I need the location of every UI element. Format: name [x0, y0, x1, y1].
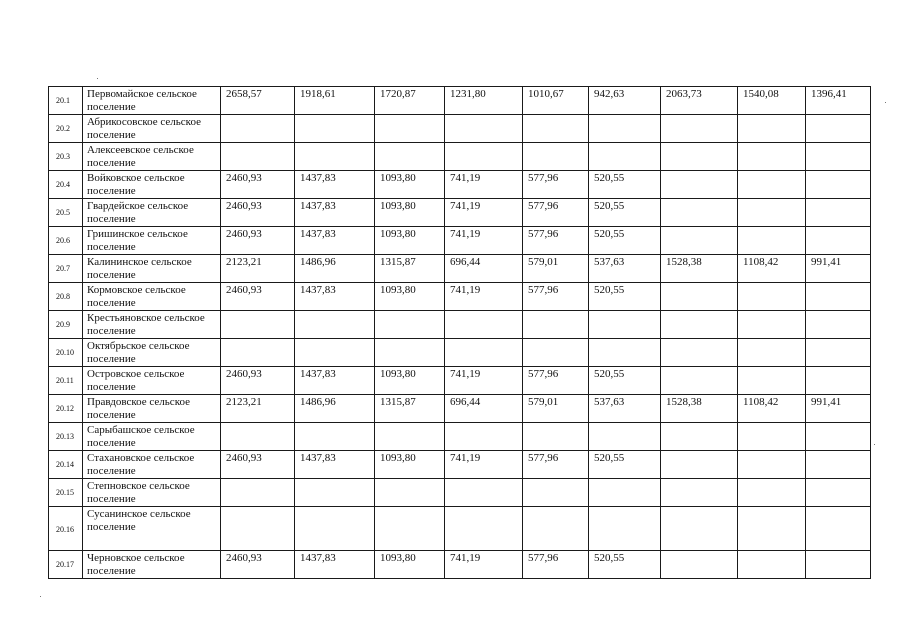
tariff-table	[48, 86, 871, 579]
value-cell	[661, 451, 738, 479]
value-cell	[806, 451, 871, 479]
value-cell: 520,55	[589, 199, 661, 227]
value-cell	[445, 311, 523, 339]
value-cell	[523, 479, 589, 507]
value-cell	[738, 367, 806, 395]
table-row	[49, 423, 871, 451]
value-cell	[738, 171, 806, 199]
value-cell	[221, 507, 295, 551]
value-cell: 991,41	[806, 255, 871, 283]
value-cell	[738, 507, 806, 551]
value-cell: 1093,80	[375, 171, 445, 199]
value-cell	[375, 143, 445, 171]
value-cell	[806, 171, 871, 199]
value-cell	[445, 143, 523, 171]
value-cell	[589, 423, 661, 451]
value-cell: 577,96	[523, 227, 589, 255]
value-cell	[295, 311, 375, 339]
settlement-name-cell: Черновское сельское поселение	[83, 551, 221, 579]
value-cell: 741,19	[445, 451, 523, 479]
value-cell: 1437,83	[295, 451, 375, 479]
value-cell	[375, 479, 445, 507]
value-cell	[375, 115, 445, 143]
value-cell: 741,19	[445, 199, 523, 227]
table-row	[49, 311, 871, 339]
table-body	[49, 87, 871, 579]
value-cell	[806, 339, 871, 367]
table-row	[49, 199, 871, 227]
value-cell	[523, 507, 589, 551]
value-cell	[523, 423, 589, 451]
value-cell	[806, 367, 871, 395]
settlement-name-cell: Сарыбашское сельское поселение	[83, 423, 221, 451]
value-cell	[806, 479, 871, 507]
row-number-cell: 20.14	[49, 451, 83, 479]
value-cell	[589, 115, 661, 143]
row-number-cell: 20.9	[49, 311, 83, 339]
value-cell: 2658,57	[221, 87, 295, 115]
value-cell: 577,96	[523, 551, 589, 579]
value-cell: 1093,80	[375, 199, 445, 227]
value-cell: 1093,80	[375, 367, 445, 395]
value-cell: 1093,80	[375, 451, 445, 479]
row-number-cell: 20.16	[49, 507, 83, 551]
value-cell: 1437,83	[295, 227, 375, 255]
value-cell: 1437,83	[295, 367, 375, 395]
value-cell: 696,44	[445, 255, 523, 283]
value-cell: 2460,93	[221, 227, 295, 255]
value-cell	[295, 479, 375, 507]
value-cell: 1093,80	[375, 227, 445, 255]
value-cell	[661, 199, 738, 227]
value-cell	[738, 339, 806, 367]
value-cell	[295, 143, 375, 171]
value-cell: 537,63	[589, 395, 661, 423]
value-cell	[221, 115, 295, 143]
value-cell: 577,96	[523, 171, 589, 199]
value-cell	[589, 143, 661, 171]
value-cell	[738, 311, 806, 339]
table-row	[49, 143, 871, 171]
settlement-name-cell: Степновское сельское поселение	[83, 479, 221, 507]
settlement-name-cell: Алексеевское сельское поселение	[83, 143, 221, 171]
value-cell	[221, 479, 295, 507]
value-cell: 520,55	[589, 283, 661, 311]
value-cell: 2123,21	[221, 255, 295, 283]
value-cell: 1315,87	[375, 255, 445, 283]
value-cell	[806, 551, 871, 579]
value-cell	[738, 423, 806, 451]
scan-speck	[40, 596, 41, 597]
value-cell	[589, 339, 661, 367]
scan-speck	[874, 444, 875, 445]
value-cell: 1093,80	[375, 283, 445, 311]
value-cell	[661, 423, 738, 451]
value-cell	[806, 311, 871, 339]
value-cell	[295, 423, 375, 451]
value-cell	[445, 479, 523, 507]
table-row	[49, 339, 871, 367]
value-cell	[661, 115, 738, 143]
value-cell: 2460,93	[221, 451, 295, 479]
value-cell: 1528,38	[661, 255, 738, 283]
value-cell	[738, 199, 806, 227]
row-number-cell: 20.17	[49, 551, 83, 579]
table-row	[49, 283, 871, 311]
table-row	[49, 551, 871, 579]
value-cell	[661, 311, 738, 339]
value-cell	[661, 143, 738, 171]
value-cell	[806, 507, 871, 551]
value-cell	[661, 171, 738, 199]
value-cell	[738, 551, 806, 579]
value-cell	[375, 311, 445, 339]
value-cell: 1437,83	[295, 283, 375, 311]
settlement-name-cell: Калининское сельское поселение	[83, 255, 221, 283]
value-cell	[445, 115, 523, 143]
settlement-name-cell: Островское сельское поселение	[83, 367, 221, 395]
value-cell: 1108,42	[738, 255, 806, 283]
value-cell: 1540,08	[738, 87, 806, 115]
row-number-cell: 20.8	[49, 283, 83, 311]
table-row	[49, 507, 871, 551]
settlement-name-cell: Абрикосовское сельское поселение	[83, 115, 221, 143]
value-cell: 741,19	[445, 227, 523, 255]
value-cell: 520,55	[589, 227, 661, 255]
value-cell	[523, 115, 589, 143]
value-cell	[806, 115, 871, 143]
table-row	[49, 479, 871, 507]
settlement-name-cell: Сусанинское сельское поселение	[83, 507, 221, 551]
value-cell	[375, 423, 445, 451]
row-number-cell: 20.15	[49, 479, 83, 507]
settlement-name-cell: Правдовское сельское поселение	[83, 395, 221, 423]
value-cell: 520,55	[589, 367, 661, 395]
value-cell	[738, 451, 806, 479]
value-cell: 577,96	[523, 199, 589, 227]
value-cell: 696,44	[445, 395, 523, 423]
value-cell	[738, 227, 806, 255]
value-cell: 2460,93	[221, 283, 295, 311]
value-cell	[806, 199, 871, 227]
value-cell	[738, 479, 806, 507]
value-cell	[661, 283, 738, 311]
value-cell: 2460,93	[221, 171, 295, 199]
settlement-name-cell: Стахановское сельское поселение	[83, 451, 221, 479]
value-cell	[738, 115, 806, 143]
value-cell	[806, 423, 871, 451]
value-cell: 2123,21	[221, 395, 295, 423]
row-number-cell: 20.2	[49, 115, 83, 143]
value-cell	[661, 551, 738, 579]
value-cell	[589, 507, 661, 551]
value-cell: 520,55	[589, 171, 661, 199]
row-number-cell: 20.12	[49, 395, 83, 423]
row-number-cell: 20.7	[49, 255, 83, 283]
value-cell	[661, 507, 738, 551]
settlement-name-cell: Октябрьское сельское поселение	[83, 339, 221, 367]
table-row	[49, 171, 871, 199]
value-cell	[806, 227, 871, 255]
value-cell: 991,41	[806, 395, 871, 423]
value-cell	[738, 283, 806, 311]
value-cell	[375, 339, 445, 367]
row-number-cell: 20.5	[49, 199, 83, 227]
value-cell: 1231,80	[445, 87, 523, 115]
value-cell: 537,63	[589, 255, 661, 283]
value-cell	[523, 143, 589, 171]
value-cell	[589, 479, 661, 507]
value-cell: 1918,61	[295, 87, 375, 115]
row-number-cell: 20.11	[49, 367, 83, 395]
table-row	[49, 367, 871, 395]
value-cell: 1093,80	[375, 551, 445, 579]
value-cell	[523, 339, 589, 367]
value-cell: 1437,83	[295, 171, 375, 199]
value-cell: 741,19	[445, 367, 523, 395]
value-cell	[295, 507, 375, 551]
value-cell: 1315,87	[375, 395, 445, 423]
value-cell	[661, 339, 738, 367]
value-cell: 577,96	[523, 283, 589, 311]
value-cell: 1720,87	[375, 87, 445, 115]
value-cell	[445, 423, 523, 451]
settlement-name-cell: Первомайское сельское поселение	[83, 87, 221, 115]
row-number-cell: 20.10	[49, 339, 83, 367]
value-cell	[523, 311, 589, 339]
value-cell	[661, 227, 738, 255]
value-cell	[295, 115, 375, 143]
scan-speck	[97, 78, 98, 79]
settlement-name-cell: Кормовское сельское поселение	[83, 283, 221, 311]
value-cell: 577,96	[523, 451, 589, 479]
table-row	[49, 255, 871, 283]
value-cell	[445, 507, 523, 551]
value-cell: 520,55	[589, 551, 661, 579]
table-row	[49, 395, 871, 423]
table-row	[49, 227, 871, 255]
value-cell	[221, 423, 295, 451]
value-cell: 579,01	[523, 255, 589, 283]
value-cell: 741,19	[445, 551, 523, 579]
settlement-name-cell: Войковское сельское поселение	[83, 171, 221, 199]
value-cell: 2460,93	[221, 551, 295, 579]
table-row	[49, 115, 871, 143]
value-cell: 1010,67	[523, 87, 589, 115]
value-cell	[375, 507, 445, 551]
row-number-cell: 20.6	[49, 227, 83, 255]
value-cell: 1396,41	[806, 87, 871, 115]
settlement-name-cell: Гришинское сельское поселение	[83, 227, 221, 255]
value-cell	[445, 339, 523, 367]
value-cell: 579,01	[523, 395, 589, 423]
value-cell: 1486,96	[295, 395, 375, 423]
value-cell: 1528,38	[661, 395, 738, 423]
value-cell: 577,96	[523, 367, 589, 395]
value-cell	[221, 339, 295, 367]
value-cell: 942,63	[589, 87, 661, 115]
scan-speck	[885, 102, 886, 103]
table-row	[49, 451, 871, 479]
value-cell	[661, 367, 738, 395]
value-cell: 2460,93	[221, 367, 295, 395]
value-cell	[221, 143, 295, 171]
settlement-name-cell: Крестьяновское сельское поселение	[83, 311, 221, 339]
value-cell	[806, 283, 871, 311]
value-cell	[661, 479, 738, 507]
value-cell: 1486,96	[295, 255, 375, 283]
table-row	[49, 87, 871, 115]
row-number-cell: 20.3	[49, 143, 83, 171]
value-cell: 520,55	[589, 451, 661, 479]
value-cell	[221, 311, 295, 339]
row-number-cell: 20.4	[49, 171, 83, 199]
row-number-cell: 20.1	[49, 87, 83, 115]
value-cell: 2063,73	[661, 87, 738, 115]
value-cell	[295, 339, 375, 367]
value-cell	[589, 311, 661, 339]
value-cell: 1437,83	[295, 551, 375, 579]
value-cell	[806, 143, 871, 171]
row-number-cell: 20.13	[49, 423, 83, 451]
value-cell: 1108,42	[738, 395, 806, 423]
value-cell: 1437,83	[295, 199, 375, 227]
value-cell	[738, 143, 806, 171]
value-cell: 741,19	[445, 171, 523, 199]
value-cell: 741,19	[445, 283, 523, 311]
settlement-name-cell: Гвардейское сельское поселение	[83, 199, 221, 227]
value-cell: 2460,93	[221, 199, 295, 227]
